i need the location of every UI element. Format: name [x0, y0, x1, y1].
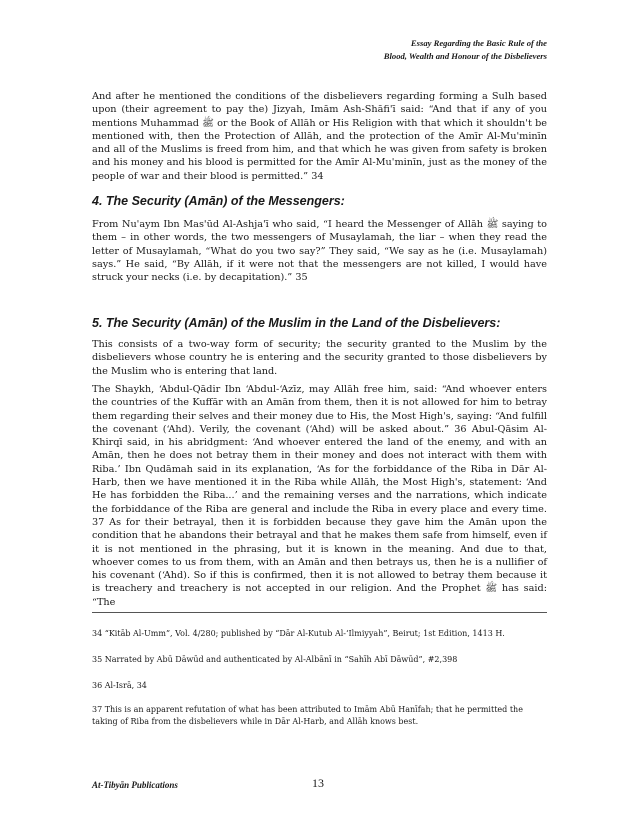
page-number: 13 [312, 776, 324, 790]
footnote-36: 36 Al-Isrā, 34 [92, 681, 147, 690]
footnote-34: 34 “Kitāb Al-Umm”, Vol. 4/280; published by “Dār Al-Kutub Al-‘Ilmiyyah”, Beirut; 1st Edition, 1413 H. [92, 629, 505, 638]
header-line-2: Blood, Wealth and Honour of the Disbelievers [383, 51, 547, 61]
footnote-37: 37 This is an apparent refutation of what has been attributed to Imām Abū Hanīfah; that he permitted the taking of Riba from the disbelievers while in Dār Al-Harb, and Allāh knows best. [92, 705, 523, 726]
running-header [247, 37, 547, 63]
footnote-35: 35 Narrated by Abū Dāwūd and authenticated by Al-Albānī in “Sahīh Abī Dāwūd”, #2,398 [92, 655, 458, 664]
paragraph-two-way-security: This consists of a two-way form of security; the security granted to the Muslim by the disbelievers whose country he is entering and the security granted to those disbelievers by the Muslim who is entering that land. [92, 339, 547, 377]
footer-publisher: At-Tibyān Publications [92, 780, 178, 790]
header-line-1: Essay Regarding the Basic Rule of the [410, 38, 547, 48]
heading-security-muslim-land: 5. The Security (Amān) of the Muslim in the Land of the Disbelievers: [92, 316, 501, 330]
paragraph-shafii-quote: And after he mentioned the conditions of the disbelievers regarding forming a Sulh based upon (their agreement to pay the) Jizyah, Imām Ash-Shāfi'ī said: “And that if any of you mentions Muhammad ﷺ or the Book of Allāh or His Religion with that which it shouldn't be mentioned with, then the Protection of Allāh, and the protection of the Amīr Al-Mu'minīn and all of the Muslims is freed from him, and that which he was given from safety is broken and his money and his blood is permitted for the Amīr Al-Mu'minīn, just as the money of the people of war and their blood is permitted.” 34 [92, 91, 548, 182]
heading-security-messengers: 4. The Security (Amān) of the Messengers: [92, 194, 345, 208]
paragraph-shaykh-abdul-qadir: The Shaykh, ‘Abdul-Qādir Ibn ‘Abdul-‘Azīz, may Allāh free him, said: “And whoever enters the countries of the Kuffār with an Amān from them, then it is not allowed for him to betray them regarding their selves and their money due to His, the Most High's, saying: “And fulfill the covenant (‘Ahd). Verily, the covenant (‘Ahd) will be asked about.” 36 Abul-Qāsim Al-Khirqī said, in his abridgment: ‘And whoever entered the land of the enemy, and with an Amān, then he does not betray them in their money and does not interact with them with Riba.’ Ibn Qudāmah said in its explanation, ‘As for the forbiddance of the Riba in Dār Al-Harb, then we have mentioned it in the Riba while Allāh, the Most High's, statement: ‘And He has forbidden the Riba...’ and the remaining verses and the narrations, which indicate the forbiddance of the Riba are general and include the Riba in every place and every time. 37 As for their betrayal, then it is forbidden because they gave him the Amān upon the condition that he abandons their betrayal and that he makes them safe from himself, even if it is not mentioned in the phrasing, but it is known in the meaning. And due to that, whoever comes to us from them, with an Amān and then betrays us, then he is a nullifier of his covenant (‘Ahd). So if this is confirmed, then it is not allowed to betray them because it is treachery and treachery is not accepted in our religion. And the Prophet ﷺ has said: “The [92, 384, 547, 608]
paragraph-nuaym-narration: From Nu'aym Ibn Mas'ūd Al-Ashja'ī who said, “I heard the Messenger of Allāh ﷺ saying to them – in other words, the two messengers of Musaylamah, the liar – when they read the letter of Musaylamah, “What do you two say?” They said, “We say as he (i.e. Musaylamah) says.” He said, “By Allāh, if it were not that the messengers are not killed, I would have struck your necks (i.e. by decapitation).” 35 [92, 219, 547, 284]
footnote-divider [92, 612, 547, 613]
